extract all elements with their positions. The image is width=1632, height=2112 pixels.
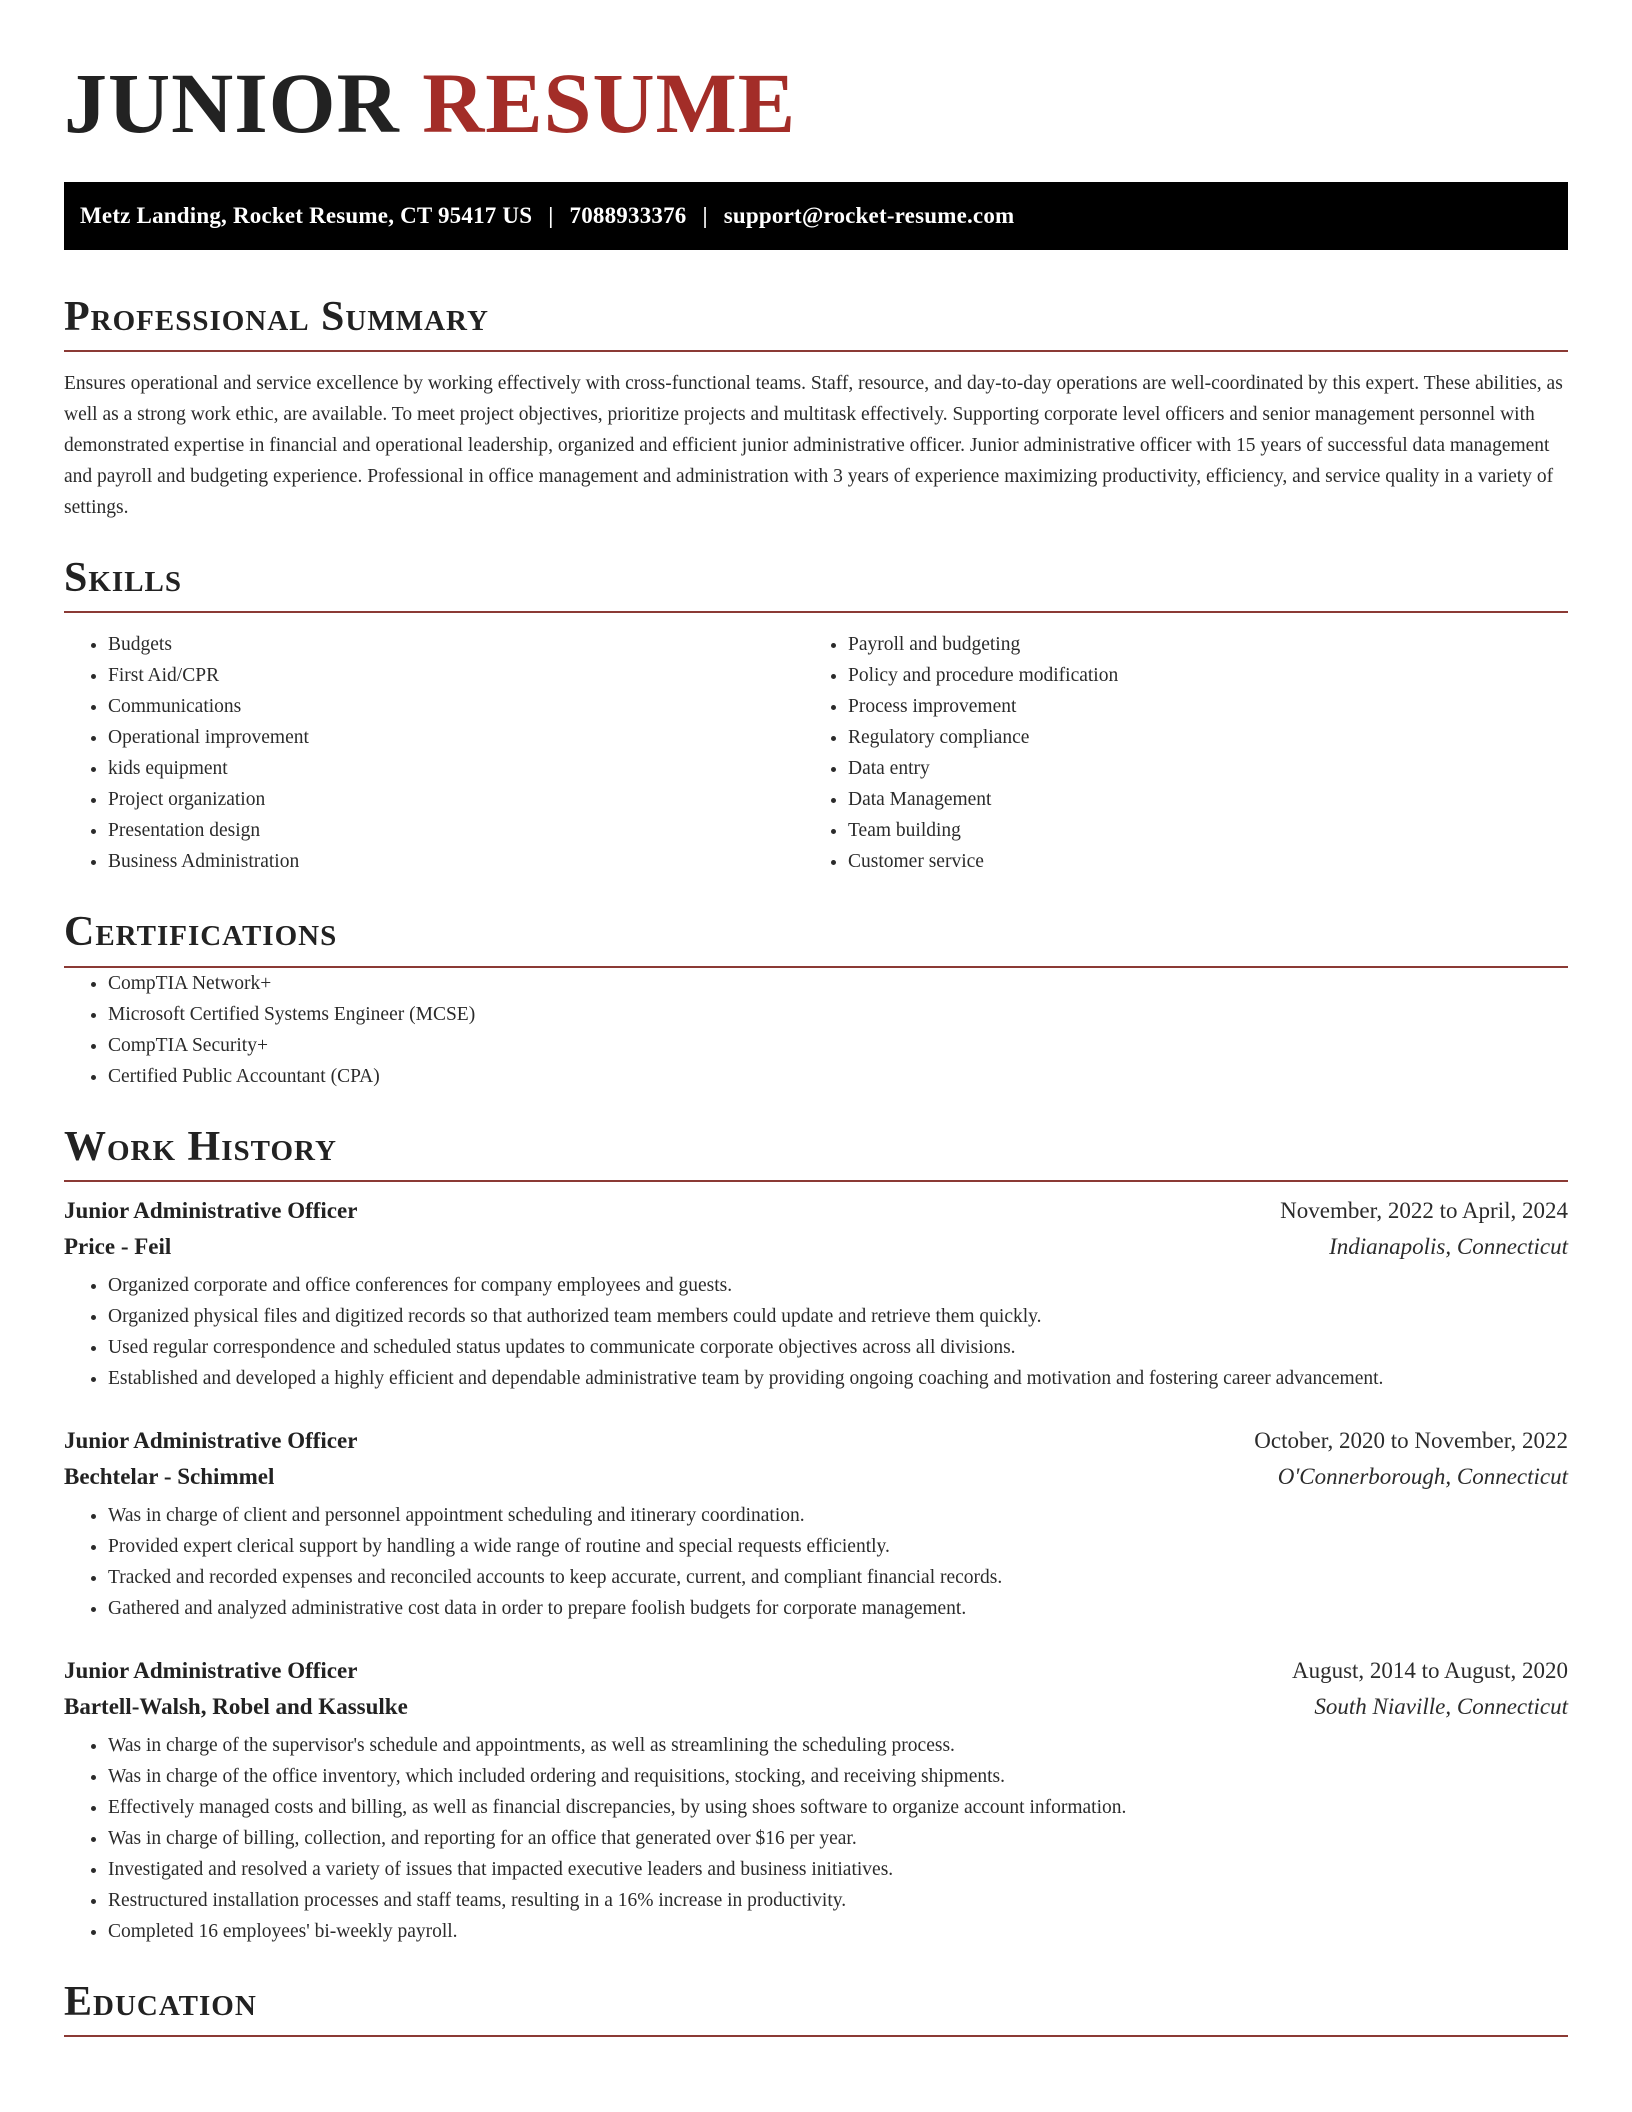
certifications-list: [64, 968, 1568, 1092]
section-heading-work-history: Work History: [64, 1124, 1568, 1182]
education-section: [64, 1979, 1568, 2037]
job-responsibilities: [64, 1730, 1568, 1947]
job-location: South Niaville, Connecticut: [1314, 1693, 1568, 1719]
job-dates: November, 2022 to April, 2024: [1280, 1197, 1568, 1223]
job-location: O'Connerborough, Connecticut: [1277, 1463, 1568, 1489]
section-heading-education: Education: [64, 1979, 1568, 2037]
job-company: Price - Feil: [64, 1233, 172, 1259]
contact-bar: [64, 182, 1568, 250]
title-second-word: RESUME: [422, 55, 797, 151]
job-bullet: • Tracked and recorded expenses and reconciled accounts to keep accurate, current, and compliant financial records.: [108, 1562, 1568, 1593]
job-header-row: [64, 1658, 1568, 1694]
title-first-word: JUNIOR: [64, 55, 400, 151]
job-bullet: • Provided expert clerical support by handling a wide range of routine and special requests efficiently.: [108, 1531, 1568, 1562]
contact-separator: |: [548, 203, 554, 228]
job-title: Junior Administrative Officer: [64, 1427, 358, 1453]
job-location: Indianapolis, Connecticut: [1329, 1233, 1568, 1259]
job-bullet: • Was in charge of client and personnel appointment scheduling and itinerary coordination.: [108, 1500, 1568, 1531]
work-history-section: [64, 1124, 1568, 1947]
job-bullet: • Gathered and analyzed administrative cost data in order to prepare foolish budgets for corporate management.: [108, 1593, 1568, 1624]
contact-separator: |: [702, 203, 708, 228]
job-company-row: [64, 1694, 1568, 1730]
job-header-row: [64, 1428, 1568, 1464]
certification-item: • Certified Public Accountant (CPA): [108, 1061, 1568, 1092]
contact-email: support@rocket-resume.com: [723, 203, 1015, 228]
certification-item: • CompTIA Network+: [108, 968, 1568, 999]
section-heading-skills: Skills: [64, 555, 1568, 613]
job-company-row: [64, 1234, 1568, 1270]
certifications-section: [64, 909, 1568, 1091]
job-header-row: [64, 1198, 1568, 1234]
skills-column-left: [64, 629, 804, 877]
job-bullet: • Was in charge of the supervisor's schedule and appointments, as well as streamlining the scheduling process.: [108, 1730, 1568, 1761]
resume-page: [64, 0, 1568, 2037]
section-heading-certifications: Certifications: [64, 909, 1568, 967]
job-bullet: • Organized physical files and digitized records so that authorized team members could update and retrieve them quickly.: [108, 1301, 1568, 1332]
job-responsibilities: [64, 1500, 1568, 1624]
skill-item: • Regulatory compliance: [848, 722, 1544, 753]
job-entry: [64, 1198, 1568, 1394]
job-responsibilities: [64, 1270, 1568, 1394]
job-bullet: • Was in charge of billing, collection, and reporting for an office that generated over $16 per year.: [108, 1823, 1568, 1854]
job-dates: August, 2014 to August, 2020: [1291, 1657, 1568, 1683]
contact-phone: 7088933376: [569, 203, 687, 228]
summary-text: Ensures operational and service excellence by working effectively with cross-functional teams. Staff, resource, and day-to-day operations are well-coordinated by this expert. These abilities, as well as a strong work ethic, are available. To meet project objectives, prioritize projects and multitask effectively. Supporting corporate level officers and senior management personnel with demonstrated expertise in financial and operational leadership, organized and efficient junior administrative officer. Junior administrative officer with 15 years of successful data management and payroll and budgeting experience. Professional in office management and administration with 3 years of experience maximizing productivity, efficiency, and service quality in a variety of settings.: [64, 373, 1563, 519]
skills-grid: [64, 629, 1568, 877]
contact-address: Metz Landing, Rocket Resume, CT 95417 US: [80, 203, 533, 228]
skill-item: • First Aid/CPR: [108, 660, 804, 691]
skills-section: [64, 555, 1568, 877]
job-bullet: • Established and developed a highly efficient and dependable administrative team by providing ongoing coaching and motivation and fostering career advancement.: [108, 1363, 1568, 1394]
skills-list-left: [64, 629, 804, 877]
job-title: Junior Administrative Officer: [64, 1657, 358, 1683]
job-bullet: • Effectively managed costs and billing, as well as financial discrepancies, by using shoes software to organize account information.: [108, 1792, 1568, 1823]
job-company-row: [64, 1464, 1568, 1500]
skill-item: • Communications: [108, 691, 804, 722]
skill-item: • Project organization: [108, 784, 804, 815]
job-dates: October, 2020 to November, 2022: [1254, 1427, 1568, 1453]
skill-item: • Business Administration: [108, 846, 804, 877]
job-bullet: • Used regular correspondence and scheduled status updates to communicate corporate objectives across all divisions.: [108, 1332, 1568, 1363]
skill-item: • Process improvement: [848, 691, 1544, 722]
certification-item: • CompTIA Security+: [108, 1030, 1568, 1061]
job-bullet: • Investigated and resolved a variety of issues that impacted executive leaders and business initiatives.: [108, 1854, 1568, 1885]
skill-item: • Data Management: [848, 784, 1544, 815]
skill-item: • Team building: [848, 815, 1544, 846]
skills-list-right: [804, 629, 1544, 877]
job-company: Bechtelar - Schimmel: [64, 1463, 275, 1489]
job-entry: [64, 1428, 1568, 1624]
job-bullet: • Restructured installation processes and staff teams, resulting in a 16% increase in productivity.: [108, 1885, 1568, 1916]
skill-item: • Operational improvement: [108, 722, 804, 753]
skill-item: • kids equipment: [108, 753, 804, 784]
skill-item: • Budgets: [108, 629, 804, 660]
resume-title: [64, 55, 1568, 151]
job-bullet: • Organized corporate and office conferences for company employees and guests.: [108, 1270, 1568, 1301]
certification-item: • Microsoft Certified Systems Engineer (MCSE): [108, 999, 1568, 1030]
job-entry: [64, 1658, 1568, 1947]
job-company: Bartell-Walsh, Robel and Kassulke: [64, 1693, 408, 1719]
job-title: Junior Administrative Officer: [64, 1197, 358, 1223]
skill-item: • Policy and procedure modification: [848, 660, 1544, 691]
skill-item: • Data entry: [848, 753, 1544, 784]
skill-item: • Payroll and budgeting: [848, 629, 1544, 660]
job-bullet: • Was in charge of the office inventory, which included ordering and requisitions, stocking, and receiving shipments.: [108, 1761, 1568, 1792]
section-heading-summary: Professional Summary: [64, 294, 1568, 352]
skill-item: • Presentation design: [108, 815, 804, 846]
skill-item: • Customer service: [848, 846, 1544, 877]
job-bullet: • Completed 16 employees' bi-weekly payroll.: [108, 1916, 1568, 1947]
skills-column-right: [804, 629, 1544, 877]
professional-summary-section: [64, 294, 1568, 523]
